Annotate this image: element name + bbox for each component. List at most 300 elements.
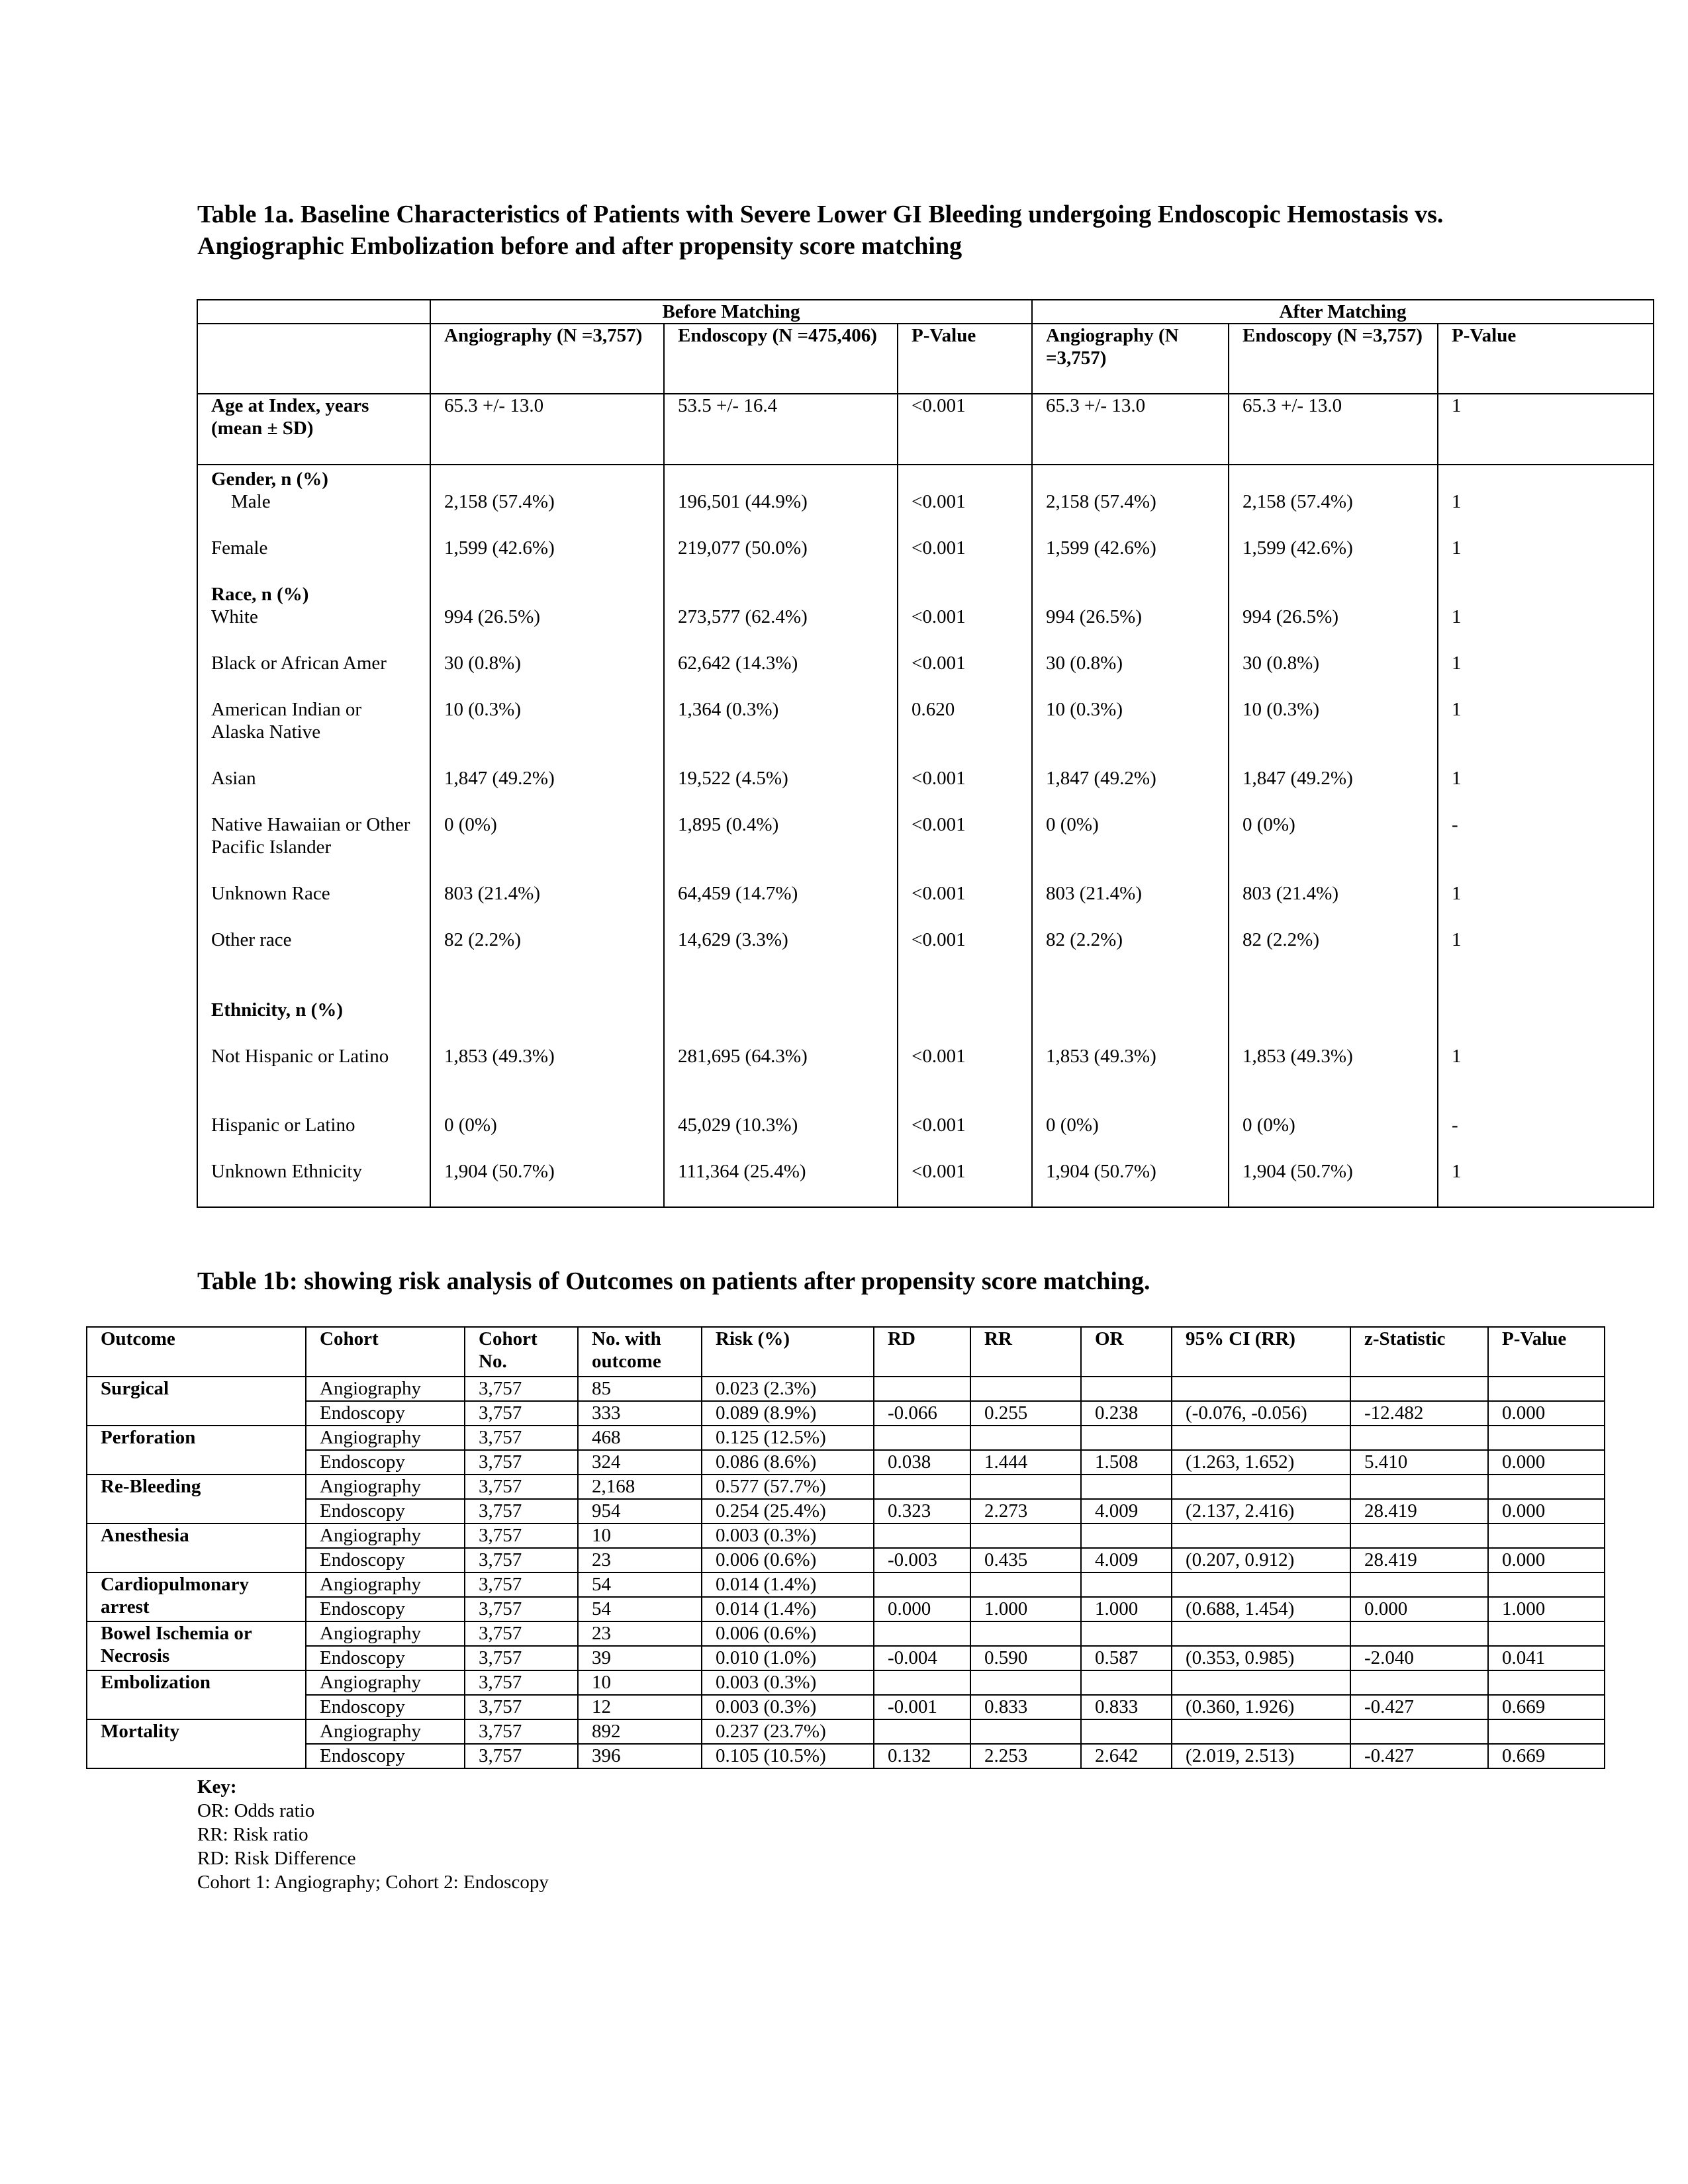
cell: 468: [578, 1426, 702, 1450]
key-line: OR: Odds ratio: [197, 1800, 315, 1821]
cell: 1: [1452, 699, 1462, 720]
cell: 0.255: [970, 1401, 1081, 1426]
cell: [1350, 1426, 1488, 1450]
cell: 14,629 (3.3%): [678, 929, 788, 950]
key-label: Key:: [197, 1776, 237, 1797]
demographics-col: [1032, 465, 1229, 1207]
cell: [1081, 1524, 1172, 1548]
cell: -0.001: [874, 1695, 970, 1719]
cell: 0 (0%): [1243, 814, 1295, 835]
cell: [1488, 1377, 1605, 1401]
cell: 3,757: [465, 1377, 578, 1401]
blank-cell: [444, 999, 650, 1021]
outcome-label: Cardiopulmonary arrest: [87, 1572, 306, 1621]
cell: 1: [1438, 394, 1654, 465]
group-after-matching: After Matching: [1032, 300, 1654, 324]
cell: 1: [1452, 1161, 1462, 1182]
cell: 19,522 (4.5%): [678, 768, 788, 789]
row-label: Black or African Amer: [211, 653, 387, 674]
blank-cell: [1046, 999, 1215, 1021]
cell: Endoscopy: [306, 1744, 465, 1768]
cell: -2.040: [1350, 1646, 1488, 1670]
cell: <0.001: [912, 537, 966, 559]
cell: 0.000: [1488, 1450, 1605, 1475]
cell: 1: [1452, 883, 1462, 904]
key-line: Cohort 1: Angiography; Cohort 2: Endoscopy: [197, 1872, 549, 1893]
cell: [1081, 1572, 1172, 1597]
col-header: P-Value: [1488, 1327, 1605, 1377]
outcome-label: Embolization: [87, 1670, 306, 1719]
cell: -: [1452, 814, 1458, 835]
cell: 23: [578, 1621, 702, 1646]
cell: 1,847 (49.2%): [1046, 768, 1156, 789]
cell: 2,168: [578, 1475, 702, 1499]
cell: 3,757: [465, 1744, 578, 1768]
blank-cell: [1452, 999, 1640, 1021]
cell: 281,695 (64.3%): [678, 1046, 808, 1067]
cell: 3,757: [465, 1572, 578, 1597]
cell: [1488, 1524, 1605, 1548]
demographics-block: [197, 465, 1654, 1207]
cell: 111,364 (25.4%): [678, 1161, 806, 1182]
cell: <0.001: [912, 1115, 966, 1136]
cell: 0.038: [874, 1450, 970, 1475]
cell: 45,029 (10.3%): [678, 1115, 798, 1136]
demographics-labels: [197, 465, 430, 1207]
col-header: No. with outcome: [578, 1327, 702, 1377]
col-header: 95% CI (RR): [1172, 1327, 1350, 1377]
cell: (0.360, 1.926): [1172, 1695, 1350, 1719]
cell: 3,757: [465, 1450, 578, 1475]
header-blank: [197, 324, 430, 394]
cell: 0.238: [1081, 1401, 1172, 1426]
blank-cell: [444, 583, 650, 606]
col-header: Angiography (N =3,757): [430, 324, 664, 394]
cell: <0.001: [912, 1161, 966, 1182]
table-row: [87, 1377, 1605, 1401]
col-header: OR: [1081, 1327, 1172, 1377]
blank-cell: [678, 468, 884, 490]
cell: 10 (0.3%): [1046, 699, 1123, 720]
blank-cell: [912, 999, 1018, 1021]
cell: 0 (0%): [1046, 814, 1099, 835]
cell: 0.000: [1488, 1499, 1605, 1524]
cell: [1081, 1670, 1172, 1695]
cell: 1,904 (50.7%): [1243, 1161, 1353, 1182]
cell: [1081, 1426, 1172, 1450]
cell: [1081, 1719, 1172, 1744]
cell: 1,599 (42.6%): [444, 537, 555, 559]
cell: [1172, 1426, 1350, 1450]
table-row: [87, 1499, 1605, 1524]
row-label: Asian: [211, 768, 256, 789]
cell: 4.009: [1081, 1548, 1172, 1572]
cell: 1.000: [1488, 1597, 1605, 1621]
cell: 82 (2.2%): [1243, 929, 1319, 950]
cell: 0.086 (8.6%): [702, 1450, 874, 1475]
cell: 30 (0.8%): [1046, 653, 1123, 674]
cell: [1172, 1524, 1350, 1548]
cell: 10: [578, 1670, 702, 1695]
cell: [970, 1524, 1081, 1548]
cell: 1,599 (42.6%): [1243, 537, 1353, 559]
cell: [874, 1572, 970, 1597]
blank-cell: [1243, 999, 1424, 1021]
table-row: [87, 1695, 1605, 1719]
row-label-age: Age at Index, years (mean ± SD): [197, 394, 430, 465]
table-1b-title: Table 1b: showing risk analysis of Outcomes on patients after propensity score matching.: [197, 1267, 1150, 1295]
row-label: Male: [231, 491, 271, 512]
cell: 3,757: [465, 1719, 578, 1744]
cell: 396: [578, 1744, 702, 1768]
cell: [874, 1377, 970, 1401]
table-row: [87, 1719, 1605, 1744]
cell: 3,757: [465, 1499, 578, 1524]
cell: [1488, 1719, 1605, 1744]
table-row: [87, 1548, 1605, 1572]
row-label: Not Hispanic or Latino: [211, 1046, 389, 1067]
cell: [970, 1621, 1081, 1646]
cell: 2.273: [970, 1499, 1081, 1524]
cell: [970, 1719, 1081, 1744]
cell: 0.003 (0.3%): [702, 1695, 874, 1719]
outcome-label: Mortality: [87, 1719, 306, 1768]
cell: 0 (0%): [444, 814, 497, 835]
cell: Endoscopy: [306, 1695, 465, 1719]
cell: 28.419: [1350, 1499, 1488, 1524]
cell: 1: [1452, 929, 1462, 950]
cell: Angiography: [306, 1377, 465, 1401]
cell: 0 (0%): [444, 1115, 497, 1136]
col-header: RR: [970, 1327, 1081, 1377]
cell: [1172, 1572, 1350, 1597]
cell: [1488, 1670, 1605, 1695]
demographics-col: [1438, 465, 1654, 1207]
blank-cell: [444, 468, 650, 490]
cell: 85: [578, 1377, 702, 1401]
col-header: Outcome: [87, 1327, 306, 1377]
row-label: Female: [211, 537, 268, 559]
cell: Angiography: [306, 1524, 465, 1548]
cell: Angiography: [306, 1621, 465, 1646]
cell: 2,158 (57.4%): [444, 491, 555, 512]
cell: [874, 1524, 970, 1548]
cell: 10: [578, 1524, 702, 1548]
cell: 65.3 +/- 13.0: [1032, 394, 1229, 465]
col-header: RD: [874, 1327, 970, 1377]
table-row: [87, 1524, 1605, 1548]
cell: 0.003 (0.3%): [702, 1524, 874, 1548]
cell: 0.833: [1081, 1695, 1172, 1719]
table-1b: [86, 1326, 1605, 1769]
cell: Endoscopy: [306, 1450, 465, 1475]
cell: 65.3 +/- 13.0: [1229, 394, 1438, 465]
cell: [1350, 1572, 1488, 1597]
cell: 803 (21.4%): [1243, 883, 1338, 904]
demographics-col: [664, 465, 898, 1207]
cell: 196,501 (44.9%): [678, 491, 808, 512]
cell: 954: [578, 1499, 702, 1524]
cell: 1: [1452, 491, 1462, 512]
cell: 2.253: [970, 1744, 1081, 1768]
table-row: [87, 1426, 1605, 1450]
col-header: P-Value: [898, 324, 1032, 394]
cell: 1,599 (42.6%): [1046, 537, 1156, 559]
col-header: Cohort: [306, 1327, 465, 1377]
table-1a: [197, 299, 1654, 1208]
col-header: z-Statistic: [1350, 1327, 1488, 1377]
cell: 3,757: [465, 1670, 578, 1695]
cell: 54: [578, 1597, 702, 1621]
col-header: P-Value: [1438, 324, 1654, 394]
cell: 0.023 (2.3%): [702, 1377, 874, 1401]
cell: 0.833: [970, 1695, 1081, 1719]
cell: <0.001: [912, 883, 966, 904]
table-row: [87, 1572, 1605, 1597]
cell: Endoscopy: [306, 1646, 465, 1670]
cell: (2.019, 2.513): [1172, 1744, 1350, 1768]
outcome-label: Surgical: [87, 1377, 306, 1426]
cell: (0.688, 1.454): [1172, 1597, 1350, 1621]
outcome-label: Anesthesia: [87, 1524, 306, 1572]
col-header: Risk (%): [702, 1327, 874, 1377]
cell: -0.004: [874, 1646, 970, 1670]
cell: 1.508: [1081, 1450, 1172, 1475]
cell: Angiography: [306, 1572, 465, 1597]
cell: 0.014 (1.4%): [702, 1597, 874, 1621]
cell: <0.001: [912, 768, 966, 789]
cell: 0.010 (1.0%): [702, 1646, 874, 1670]
demographics-col: [898, 465, 1032, 1207]
cell: 3,757: [465, 1524, 578, 1548]
cell: -0.427: [1350, 1744, 1488, 1768]
cell: 2,158 (57.4%): [1046, 491, 1156, 512]
cell: 82 (2.2%): [444, 929, 521, 950]
blank-cell: [1046, 468, 1215, 490]
cell: [1488, 1621, 1605, 1646]
cell: 1.000: [970, 1597, 1081, 1621]
cell: <0.001: [912, 606, 966, 627]
cell: 0.669: [1488, 1744, 1605, 1768]
cell: -0.003: [874, 1548, 970, 1572]
blank-cell: [912, 468, 1018, 490]
cell: [1081, 1621, 1172, 1646]
table-row: [87, 1597, 1605, 1621]
cell: 82 (2.2%): [1046, 929, 1123, 950]
table-row: [87, 1670, 1605, 1695]
key-line: RD: Risk Difference: [197, 1848, 356, 1869]
cell: 1,904 (50.7%): [1046, 1161, 1156, 1182]
blank-cell: [678, 999, 884, 1021]
table-row: [87, 1646, 1605, 1670]
cell: 273,577 (62.4%): [678, 606, 808, 627]
cell: 3,757: [465, 1401, 578, 1426]
cell: <0.001: [912, 491, 966, 512]
cell: 1,364 (0.3%): [678, 699, 779, 720]
row-label: Other race: [211, 929, 292, 950]
cell: [1350, 1475, 1488, 1499]
row-label: Hispanic or Latino: [211, 1115, 355, 1136]
cell: [1350, 1377, 1488, 1401]
cell: 3,757: [465, 1695, 578, 1719]
cell: [1172, 1475, 1350, 1499]
cell: -0.066: [874, 1401, 970, 1426]
cell: 892: [578, 1719, 702, 1744]
demographics-col: [1229, 465, 1438, 1207]
cell: 0.006 (0.6%): [702, 1621, 874, 1646]
cell: 333: [578, 1401, 702, 1426]
cell: 28.419: [1350, 1548, 1488, 1572]
cell: 1: [1452, 537, 1462, 559]
cell: 0.125 (12.5%): [702, 1426, 874, 1450]
cell: 0 (0%): [1243, 1115, 1295, 1136]
cell: <0.001: [912, 814, 966, 835]
col-header: Endoscopy (N =3,757): [1229, 324, 1438, 394]
cell: 3,757: [465, 1475, 578, 1499]
cell: 0.000: [1488, 1401, 1605, 1426]
cell: 0.006 (0.6%): [702, 1548, 874, 1572]
cell: 0.089 (8.9%): [702, 1401, 874, 1426]
cell: (2.137, 2.416): [1172, 1499, 1350, 1524]
cell: [1172, 1621, 1350, 1646]
cell: 0.587: [1081, 1646, 1172, 1670]
cell: 994 (26.5%): [1046, 606, 1142, 627]
cell: [1488, 1572, 1605, 1597]
section-header: Gender, n (%): [211, 469, 328, 490]
outcome-label: Re-Bleeding: [87, 1475, 306, 1524]
cell: <0.001: [912, 1046, 966, 1067]
cell: 0.620: [912, 699, 955, 720]
cell: [874, 1426, 970, 1450]
cell: 1.444: [970, 1450, 1081, 1475]
cell: [1350, 1524, 1488, 1548]
cell: 54: [578, 1572, 702, 1597]
cell: [1081, 1475, 1172, 1499]
cell: <0.001: [898, 394, 1032, 465]
blank-cell: [1243, 468, 1424, 490]
cell: 3,757: [465, 1621, 578, 1646]
cell: 3,757: [465, 1646, 578, 1670]
cell: Angiography: [306, 1670, 465, 1695]
cell: 1,853 (49.3%): [1243, 1046, 1353, 1067]
blank-cell: [912, 583, 1018, 606]
outcome-label: Bowel Ischemia or Necrosis: [87, 1621, 306, 1670]
cell: (0.207, 0.912): [1172, 1548, 1350, 1572]
section-header: Ethnicity, n (%): [211, 999, 343, 1021]
key-line: RR: Risk ratio: [197, 1824, 308, 1845]
cell: 1,853 (49.3%): [1046, 1046, 1156, 1067]
table-row: [87, 1475, 1605, 1499]
cell: <0.001: [912, 929, 966, 950]
cell: Endoscopy: [306, 1401, 465, 1426]
table-row: [87, 1401, 1605, 1426]
cell: Angiography: [306, 1475, 465, 1499]
cell: 219,077 (50.0%): [678, 537, 808, 559]
cell: [1081, 1377, 1172, 1401]
cell: -12.482: [1350, 1401, 1488, 1426]
cell: 10 (0.3%): [444, 699, 521, 720]
cell: Angiography: [306, 1719, 465, 1744]
cell: 0.000: [1350, 1597, 1488, 1621]
cell: [1172, 1670, 1350, 1695]
cell: 0.577 (57.7%): [702, 1475, 874, 1499]
cell: -0.427: [1350, 1695, 1488, 1719]
cell: [1172, 1719, 1350, 1744]
cell: [874, 1621, 970, 1646]
cell: 1: [1452, 653, 1462, 674]
col-header: Endoscopy (N =475,406): [664, 324, 898, 394]
cell: Endoscopy: [306, 1597, 465, 1621]
cell: [1172, 1377, 1350, 1401]
cell: 0.669: [1488, 1695, 1605, 1719]
demographics-col: [430, 465, 664, 1207]
row-label: Unknown Race: [211, 883, 330, 904]
cell: 30 (0.8%): [444, 653, 521, 674]
cell: [970, 1670, 1081, 1695]
cell: [970, 1426, 1081, 1450]
cell: <0.001: [912, 653, 966, 674]
row-label: Unknown Ethnicity: [211, 1161, 362, 1182]
cell: 0.254 (25.4%): [702, 1499, 874, 1524]
cell: [970, 1377, 1081, 1401]
cell: 1,847 (49.2%): [1243, 768, 1353, 789]
cell: 1.000: [1081, 1597, 1172, 1621]
section-header: Race, n (%): [211, 584, 309, 605]
cell: [874, 1475, 970, 1499]
cell: 994 (26.5%): [1243, 606, 1338, 627]
cell: 0 (0%): [1046, 1115, 1099, 1136]
cell: 1,895 (0.4%): [678, 814, 779, 835]
row-label: Native Hawaiian or Other Pacific Islander: [211, 814, 410, 858]
cell: Angiography: [306, 1426, 465, 1450]
row-label: White: [211, 606, 258, 627]
cell: 4.009: [1081, 1499, 1172, 1524]
cell: 0.003 (0.3%): [702, 1670, 874, 1695]
cell: 3,757: [465, 1597, 578, 1621]
header-blank: [197, 300, 430, 324]
cell: 0.105 (10.5%): [702, 1744, 874, 1768]
cell: 1: [1452, 606, 1462, 627]
outcome-label: Perforation: [87, 1426, 306, 1475]
key-legend: [197, 1775, 549, 1894]
cell: 62,642 (14.3%): [678, 653, 798, 674]
cell: 3,757: [465, 1548, 578, 1572]
cell: [1350, 1621, 1488, 1646]
cell: 324: [578, 1450, 702, 1475]
table-row: [87, 1744, 1605, 1768]
cell: [874, 1670, 970, 1695]
cell: [1350, 1719, 1488, 1744]
cell: (1.263, 1.652): [1172, 1450, 1350, 1475]
cell: 64,459 (14.7%): [678, 883, 798, 904]
cell: 994 (26.5%): [444, 606, 540, 627]
cell: [970, 1475, 1081, 1499]
cell: 0.590: [970, 1646, 1081, 1670]
cell: 2,158 (57.4%): [1243, 491, 1353, 512]
cell: 1,853 (49.3%): [444, 1046, 555, 1067]
cell: 1,847 (49.2%): [444, 768, 555, 789]
cell: (-0.076, -0.056): [1172, 1401, 1350, 1426]
table-1a-title: Table 1a. Baseline Characteristics of Patients with Severe Lower GI Bleeding undergoing Endoscopic Hemostasis vs. Angiographic Embolization before and after propensity score matching: [197, 201, 1444, 260]
row-label: American Indian or Alaska Native: [211, 699, 362, 743]
cell: 23: [578, 1548, 702, 1572]
cell: 53.5 +/- 16.4: [664, 394, 898, 465]
cell: 0.014 (1.4%): [702, 1572, 874, 1597]
group-before-matching: Before Matching: [430, 300, 1032, 324]
cell: 0.323: [874, 1499, 970, 1524]
cell: -: [1452, 1115, 1458, 1136]
blank-cell: [1046, 583, 1215, 606]
